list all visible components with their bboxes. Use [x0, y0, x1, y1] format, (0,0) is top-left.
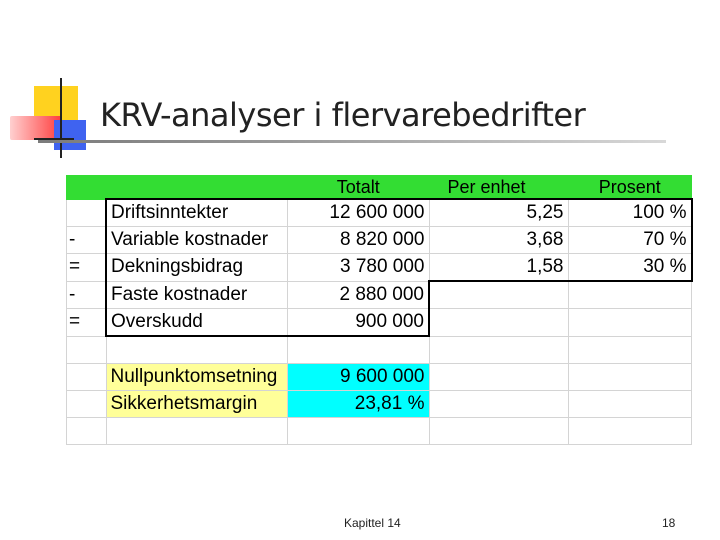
row-per-unit: 3,68 [429, 227, 568, 254]
row-percent: 70 % [568, 227, 692, 254]
empty-row [67, 418, 692, 445]
table-row [67, 199, 692, 227]
highlight-row [67, 364, 692, 391]
table-row [67, 309, 692, 337]
row-per-unit: 1,58 [429, 254, 568, 282]
empty-cell [429, 336, 568, 364]
row-percent [568, 281, 692, 309]
empty-cell [67, 391, 107, 418]
empty-cell [288, 418, 430, 445]
table-row [67, 281, 692, 309]
header-cell-label [106, 176, 288, 200]
page-number: 18 [662, 516, 676, 530]
empty-cell [67, 336, 107, 364]
highlight-row [67, 391, 692, 418]
row-operator: - [67, 281, 107, 309]
empty-cell [429, 418, 568, 445]
logo-blue-square [54, 120, 86, 150]
row-operator: - [67, 227, 107, 254]
footer-chapter: Kapittel 14 [344, 516, 401, 530]
krv-table [66, 175, 693, 445]
title-underline [38, 140, 666, 143]
row-label: Variable kostnader [106, 227, 288, 254]
row-total: 12 600 000 [288, 199, 430, 227]
row-per-unit: 5,25 [429, 199, 568, 227]
row-label: Overskudd [106, 309, 288, 337]
row-operator [67, 199, 107, 227]
row-label: Faste kostnader [106, 281, 288, 309]
empty-cell [568, 391, 692, 418]
spreadsheet [66, 175, 693, 445]
empty-cell [568, 418, 692, 445]
logo-vertical-line [60, 78, 62, 158]
nullpunkt-label: Nullpunktomsetning [106, 364, 288, 391]
header-totalt: Totalt [288, 176, 430, 200]
empty-cell [67, 418, 107, 445]
table-row [67, 254, 692, 282]
empty-row [67, 336, 692, 364]
empty-cell [568, 336, 692, 364]
empty-cell [67, 364, 107, 391]
sikkerhetsmargin-value: 23,81 % [288, 391, 430, 418]
row-percent: 100 % [568, 199, 692, 227]
empty-cell [429, 364, 568, 391]
header-prosent: Prosent [568, 176, 692, 200]
empty-cell [106, 336, 288, 364]
empty-cell [429, 391, 568, 418]
row-operator: = [67, 309, 107, 337]
header-cell-op [67, 176, 107, 200]
row-total: 3 780 000 [288, 254, 430, 282]
row-label: Driftsinntekter [106, 199, 288, 227]
empty-cell [106, 418, 288, 445]
row-total: 900 000 [288, 309, 430, 337]
header-row [67, 176, 692, 200]
table-row [67, 227, 692, 254]
empty-cell [288, 336, 430, 364]
row-per-unit [429, 281, 568, 309]
row-operator: = [67, 254, 107, 282]
row-percent: 30 % [568, 254, 692, 282]
row-per-unit [429, 309, 568, 337]
nullpunkt-value: 9 600 000 [288, 364, 430, 391]
slide-title: KRV-analyser i flervarebedrifter [100, 96, 586, 134]
row-label: Dekningsbidrag [106, 254, 288, 282]
sikkerhetsmargin-label: Sikkerhetsmargin [106, 391, 288, 418]
header-per-enhet: Per enhet [429, 176, 568, 200]
row-total: 2 880 000 [288, 281, 430, 309]
row-percent [568, 309, 692, 337]
row-total: 8 820 000 [288, 227, 430, 254]
empty-cell [568, 364, 692, 391]
